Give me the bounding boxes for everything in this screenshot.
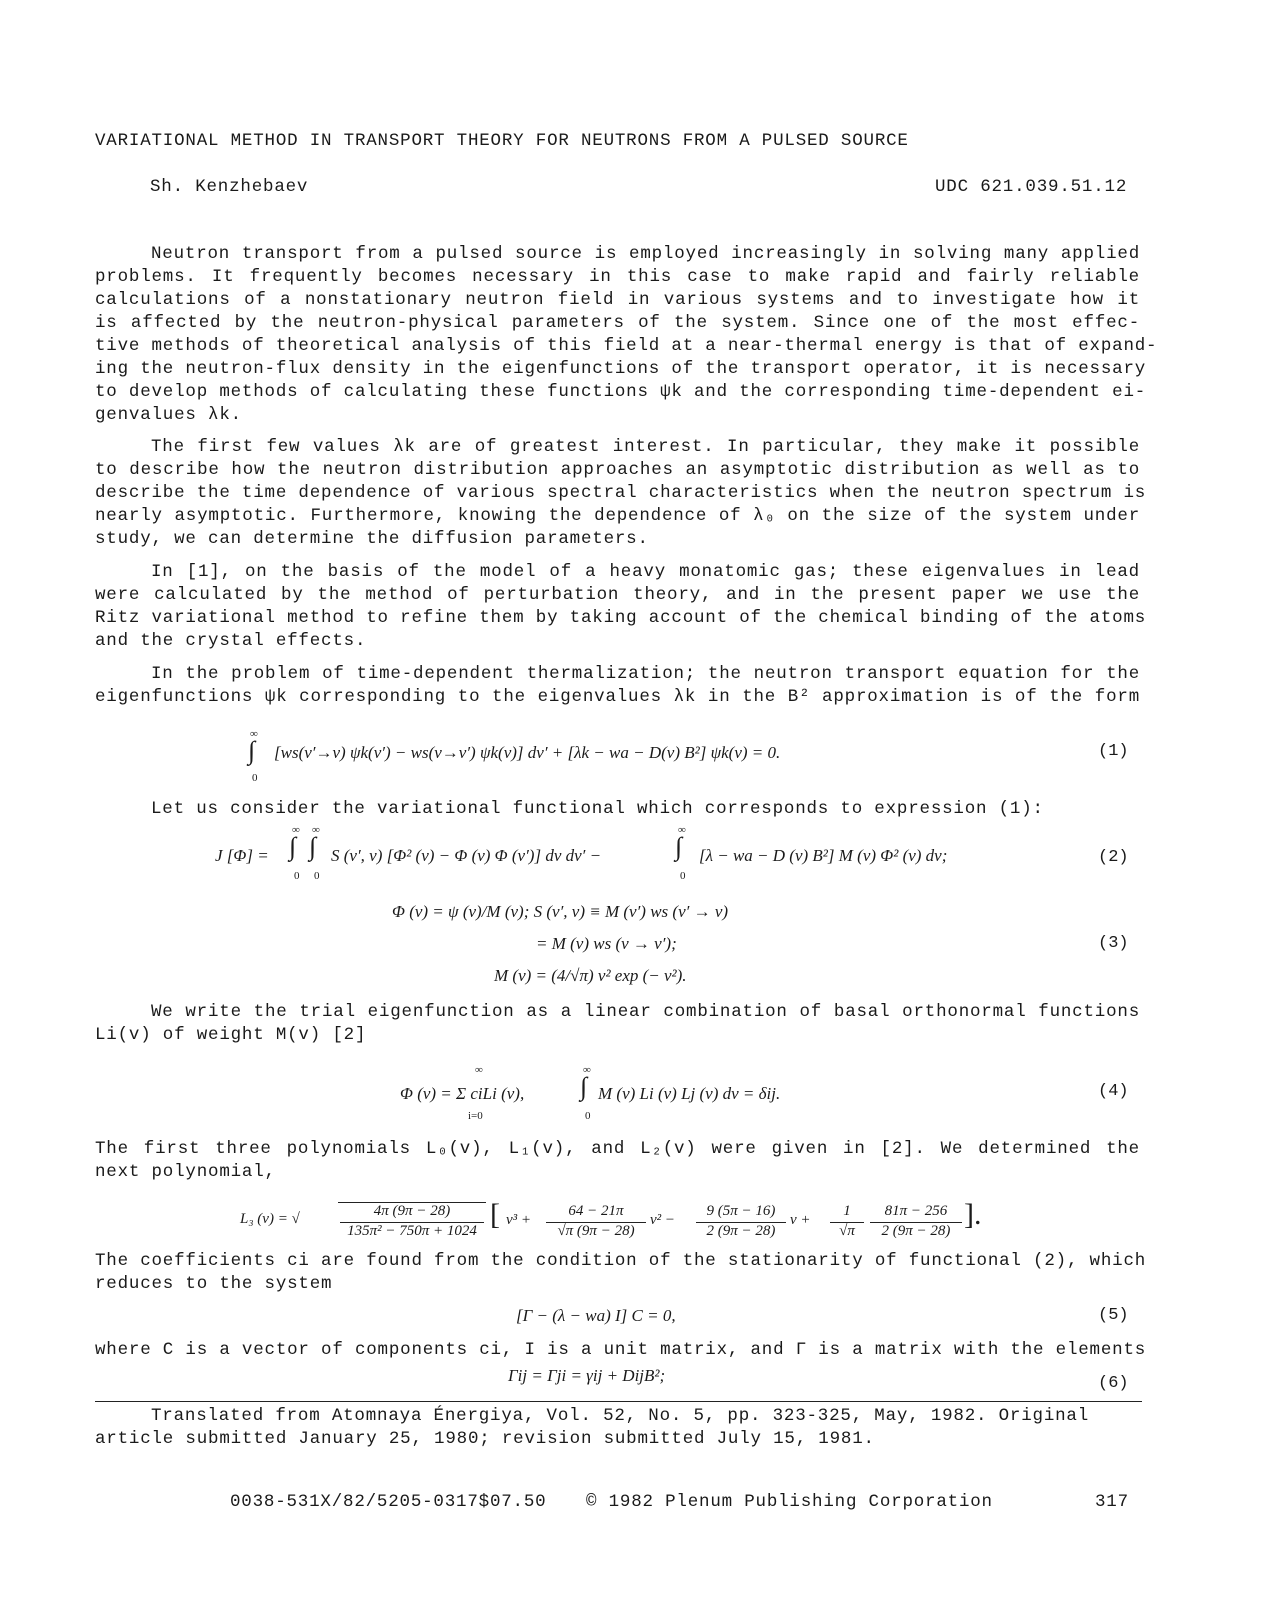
equation-l3: [240, 1194, 1000, 1248]
left-bracket: [: [490, 1198, 500, 1231]
equation-number: (3): [1098, 934, 1129, 953]
l3-rad-numerator: 4π (9π − 28): [373, 1203, 451, 1219]
page-number: 317: [1095, 1492, 1129, 1512]
equation-4: [400, 1062, 920, 1124]
upper-limit: ∞: [678, 824, 686, 836]
equation-6: Γij = Γji = γij + DijB²;: [508, 1366, 666, 1385]
lower-limit: i=0: [468, 1110, 483, 1122]
equation-2: [215, 822, 1015, 884]
integral-sign: ∫: [289, 832, 297, 861]
text-line: next polynomial,: [95, 1162, 276, 1182]
text-line: describe the time dependence of various spectral characteristics when the neutron spectrum is: [95, 483, 1147, 503]
equation-number: (2): [1098, 848, 1129, 867]
text-line: calculations of a nonstationary neutron field in various systems and to investigate how it: [95, 290, 1140, 310]
footer-code: 0038-531X/82/5205-0317$07.50: [230, 1492, 547, 1512]
equation-number: (1): [1098, 742, 1129, 761]
footnote: [95, 1405, 1140, 1451]
text-line: is affected by the neutron-physical parameters of the system. Since one of the most effec-: [95, 313, 1140, 333]
lower-limit: 0: [252, 772, 258, 784]
footer-copyright: © 1982 Plenum Publishing Corporation: [586, 1492, 993, 1512]
l3-frac3-numerator: 1: [843, 1203, 851, 1219]
lower-limit: 0: [294, 870, 300, 882]
integral-sign: ∫: [675, 832, 683, 861]
text-line: eigenfunctions ψk corresponding to the eigenvalues λk in the B² approximation is of the form: [95, 687, 1140, 707]
l3-term: v +: [790, 1212, 811, 1228]
equation-term: Φ (v) = Σ ciLi (v),: [400, 1084, 525, 1103]
text-line: study, we can determine the diffusion parameters.: [95, 529, 649, 549]
equation-term: M (v) Li (v) Lj (v) dv = δij.: [598, 1084, 781, 1103]
l3-term: v² −: [650, 1212, 676, 1228]
integral-sign: ∫: [248, 736, 256, 765]
paper-title: VARIATIONAL METHOD IN TRANSPORT THEORY FOR NEUTRONS FROM A PULSED SOURCE: [95, 131, 909, 151]
equation-lhs: J [Φ] =: [215, 846, 269, 865]
footnote-divider: [95, 1401, 1142, 1402]
text-line: The first three polynomials L₀(v), L₁(v), and L₂(v) were given in [2]. We determined the: [95, 1139, 1140, 1159]
text-line: to develop methods of calculating these functions ψk and the corresponding time-dependent ei-: [95, 382, 1147, 402]
udc-code: UDC 621.039.51.12: [935, 177, 1128, 197]
text-line: We write the trial eigenfunction as a linear combination of basal orthonormal functions: [151, 1002, 1140, 1022]
text-line: nearly asymptotic. Furthermore, knowing the dependence of λ₀ on the size of the system under: [95, 506, 1140, 526]
text-line: genvalues λk.: [95, 405, 242, 425]
footnote-line: article submitted January 25, 1980; revision submitted July 15, 1981.: [95, 1429, 875, 1449]
text-line: to describe how the neutron distribution approaches an asymptotic distribution as well as to: [95, 460, 1140, 480]
text-line: Let us consider the variational functional which corresponds to expression (1):: [151, 799, 1044, 819]
text-line: and the crystal effects.: [95, 631, 367, 651]
lower-limit: 0: [680, 870, 686, 882]
text-line: were calculated by the method of perturbation theory, and in the present paper we use the: [95, 585, 1140, 605]
text-line: In [1], on the basis of the model of a heavy monatomic gas; these eigenvalues in lead: [151, 562, 1140, 582]
text-line: ing the neutron-flux density in the eigenfunctions of the transport operator, it is necessary: [95, 359, 1147, 379]
l3-frac3-denominator: √π: [839, 1223, 855, 1239]
text-line: Ritz variational method to refine them by taking account of the chemical binding of the atoms: [95, 608, 1147, 628]
integral-sign: ∫: [309, 832, 317, 861]
upper-limit: ∞: [475, 1064, 483, 1076]
paragraph-method: [95, 561, 1147, 653]
l3-frac1-numerator: 64 − 21π: [568, 1203, 624, 1219]
text-line: reduces to the system: [95, 1274, 333, 1294]
integral-sign: ∫: [580, 1072, 588, 1101]
equation-3a: Φ (v) = ψ (v)/M (v); S (v′, v) ≡ M (v′) ws (v′ → v): [392, 902, 729, 921]
l3-frac1-denominator: √π (9π − 28): [557, 1223, 635, 1239]
l3-frac4-numerator: 81π − 256: [884, 1203, 948, 1219]
paragraph-polynomials: [95, 1138, 1140, 1184]
equation-number: (6): [1098, 1374, 1129, 1393]
paragraph-functional: [95, 798, 1140, 821]
l3-rad-denominator: 135π² − 750π + 1024: [347, 1223, 477, 1239]
upper-limit: ∞: [250, 728, 258, 740]
text-line: tive methods of theoretical analysis of this field at a near-thermal energy is that of expand-: [95, 336, 1158, 356]
text-line: The coefficients ci are found from the condition of the stationarity of functional (2), which: [95, 1251, 1147, 1271]
paragraph-problem: [95, 663, 1140, 709]
equation-3c: M (v) = (4/√π) v² exp (− v²).: [494, 966, 687, 985]
l3-term: v³ +: [506, 1212, 532, 1228]
equation-3b: = M (v) ws (v → v′);: [536, 934, 677, 953]
footnote-line: Translated from Atomnaya Énergiya, Vol. 52, No. 5, pp. 323-325, May, 1982. Original: [151, 1406, 1090, 1426]
lower-limit: 0: [585, 1110, 591, 1122]
equation-number: (5): [1098, 1306, 1129, 1325]
text-line: Neutron transport from a pulsed source is employed increasingly in solving many applied: [151, 244, 1140, 264]
equation-number: (4): [1098, 1082, 1129, 1101]
equation-1: [248, 728, 968, 786]
upper-limit: ∞: [292, 824, 300, 836]
upper-limit: ∞: [312, 824, 320, 836]
text-line: The first few values λk are of greatest interest. In particular, they make it possible: [151, 437, 1140, 457]
text-line: problems. It frequently becomes necessary in this case to make rapid and fairly reliable: [95, 267, 1140, 287]
author-name: Sh. Kenzhebaev: [150, 177, 309, 197]
paragraph-coefficients: [95, 1250, 1147, 1296]
paragraph-trial-function: [95, 1001, 1140, 1047]
text-line: In the problem of time-dependent thermalization; the neutron transport equation for the: [151, 664, 1140, 684]
right-bracket: ].: [964, 1198, 982, 1231]
equation-body: [ws(v′→v) ψk(v′) − ws(v→v′) ψk(v)] dv′ + [λk − wa − D(v) B²] ψk(v) = 0.: [274, 743, 781, 762]
l3-frac2-denominator: 2 (9π − 28): [706, 1223, 776, 1239]
equation-term: [λ − wa − D (v) B²] M (v) Φ² (v) dv;: [699, 846, 948, 865]
text-line: where C is a vector of components ci, I is a unit matrix, and Γ is a matrix with the elements: [95, 1340, 1147, 1360]
equation-term: S (v′, v) [Φ² (v) − Φ (v) Φ (v′)] dv dv′ −: [331, 846, 602, 865]
upper-limit: ∞: [583, 1064, 591, 1076]
l3-frac4-denominator: 2 (9π − 28): [881, 1223, 951, 1239]
text-line: Li(v) of weight M(v) [2]: [95, 1025, 367, 1045]
paragraph-intro: [95, 243, 1158, 427]
equation-5: [Γ − (λ − wa) I] C = 0,: [516, 1306, 676, 1325]
l3-frac2-numerator: 9 (5π − 16): [706, 1203, 776, 1219]
lower-limit: 0: [314, 870, 320, 882]
l3-lhs: L₃ (v) = √: [240, 1211, 300, 1227]
paragraph-matrix: [95, 1339, 1147, 1362]
paragraph-eigenvalues: [95, 436, 1147, 551]
